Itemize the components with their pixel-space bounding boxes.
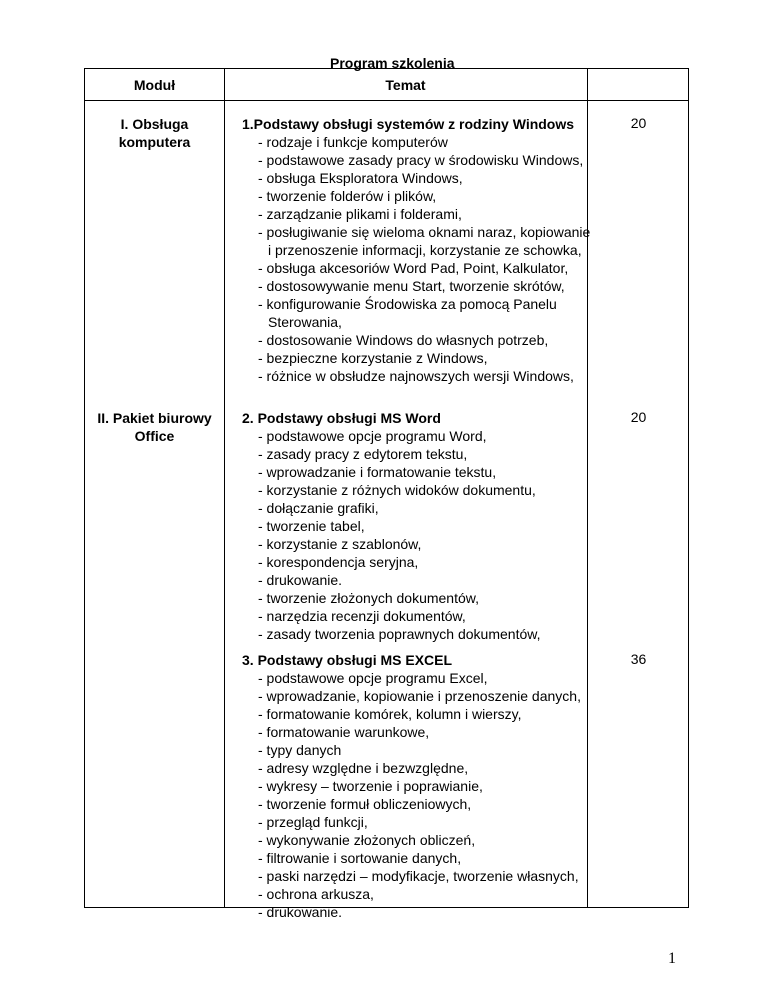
list-item: - korzystanie z różnych widoków dokumentu, <box>258 482 536 498</box>
list-item: - ochrona arkusza, <box>258 886 374 902</box>
list-item: - formatowanie warunkowe, <box>258 724 430 740</box>
hours-cell-1: 20 <box>630 115 647 131</box>
list-item: - zasady pracy z edytorem tekstu, <box>258 446 468 462</box>
topic-cell-1 <box>242 115 592 385</box>
hours-cell-2: 20 <box>630 409 647 425</box>
header-topic: Temat <box>385 77 426 93</box>
page-number: 1 <box>668 950 676 967</box>
page-title: Program szkolenia <box>330 55 455 71</box>
topic-items-1 <box>242 133 592 385</box>
list-item: - obsługa akcesoriów Word Pad, Point, Kalkulator, <box>258 260 569 276</box>
list-item: - wykresy – tworzenie i poprawianie, <box>258 778 483 794</box>
header-row-divider <box>85 100 688 101</box>
training-program-table <box>84 68 689 920</box>
topic-cell-3 <box>242 651 592 921</box>
topic-items-3 <box>242 669 592 921</box>
list-item: - podstawowe opcje programu Word, <box>258 428 487 444</box>
list-item: - filtrowanie i sortowanie danych, <box>258 850 462 866</box>
list-item: - przegląd funkcji, <box>258 814 368 830</box>
list-item: - dostosowywanie menu Start, tworzenie skrótów, <box>258 278 565 294</box>
topic-title-2: 2. Podstawy obsługi MS Word <box>242 410 441 426</box>
list-item: - narzędzia recenzji dokumentów, <box>258 608 466 624</box>
module-cell-2: II. Pakiet biurowy Office <box>97 410 212 444</box>
column-divider-module <box>224 69 225 907</box>
list-item: - paski narzędzi – modyfikacje, tworzenie własnych, <box>258 868 579 884</box>
list-item: - drukowanie. <box>258 904 343 920</box>
list-item: - adresy względne i bezwzględne, <box>258 760 469 776</box>
list-item: - typy danych <box>258 742 342 758</box>
list-item: - bezpieczne korzystanie z Windows, <box>258 350 488 366</box>
list-item: - zarządzanie plikami i folderami, <box>258 206 462 222</box>
list-item: - wykonywanie złożonych obliczeń, <box>258 832 476 848</box>
list-item: - podstawowe zasady pracy w środowisku Windows, <box>258 152 584 168</box>
list-item: - dołączanie grafiki, <box>258 500 379 516</box>
list-item: - wprowadzanie i formatowanie tekstu, <box>258 464 497 480</box>
topic-items-2 <box>242 427 592 643</box>
list-item: - drukowanie. <box>258 572 343 588</box>
list-item: - różnice w obsłudze najnowszych wersji Windows, <box>258 368 574 384</box>
list-item: - korzystanie z szablonów, <box>258 536 422 552</box>
list-item: - dostosowanie Windows do własnych potrzeb, <box>258 332 549 348</box>
list-item: - rodzaje i funkcje komputerów <box>258 134 448 150</box>
topic-title-1: 1.Podstawy obsługi systemów z rodziny Windows <box>242 116 575 132</box>
list-item: - obsługa Eksploratora Windows, <box>258 170 463 186</box>
header-module: Moduł <box>133 77 176 93</box>
list-item: - formatowanie komórek, kolumn i wierszy, <box>258 706 522 722</box>
list-item: - tworzenie tabel, <box>258 518 365 534</box>
topic-cell-2 <box>242 409 592 643</box>
topic-title-3: 3. Podstawy obsługi MS EXCEL <box>242 652 453 668</box>
list-item: - korespondencja seryjna, <box>258 554 419 570</box>
list-item: - podstawowe opcje programu Excel, <box>258 670 488 686</box>
list-item: - wprowadzanie, kopiowanie i przenoszenie danych, <box>258 688 581 704</box>
list-item: - konfigurowanie Środowiska za pomocą Panelu Sterowania, <box>258 296 557 330</box>
hours-cell-3: 36 <box>630 651 647 667</box>
module-cell-1: I. Obsługa komputera <box>118 116 191 150</box>
list-item: - posługiwanie się wieloma oknami naraz, kopiowanie i przenoszenie informacji, korzystanie ze schowka, <box>258 224 591 258</box>
list-item: - tworzenie formuł obliczeniowych, <box>258 796 472 812</box>
list-item: - tworzenie złożonych dokumentów, <box>258 590 479 606</box>
list-item: - tworzenie folderów i plików, <box>258 188 437 204</box>
list-item: - zasady tworzenia poprawnych dokumentów, <box>258 626 541 642</box>
